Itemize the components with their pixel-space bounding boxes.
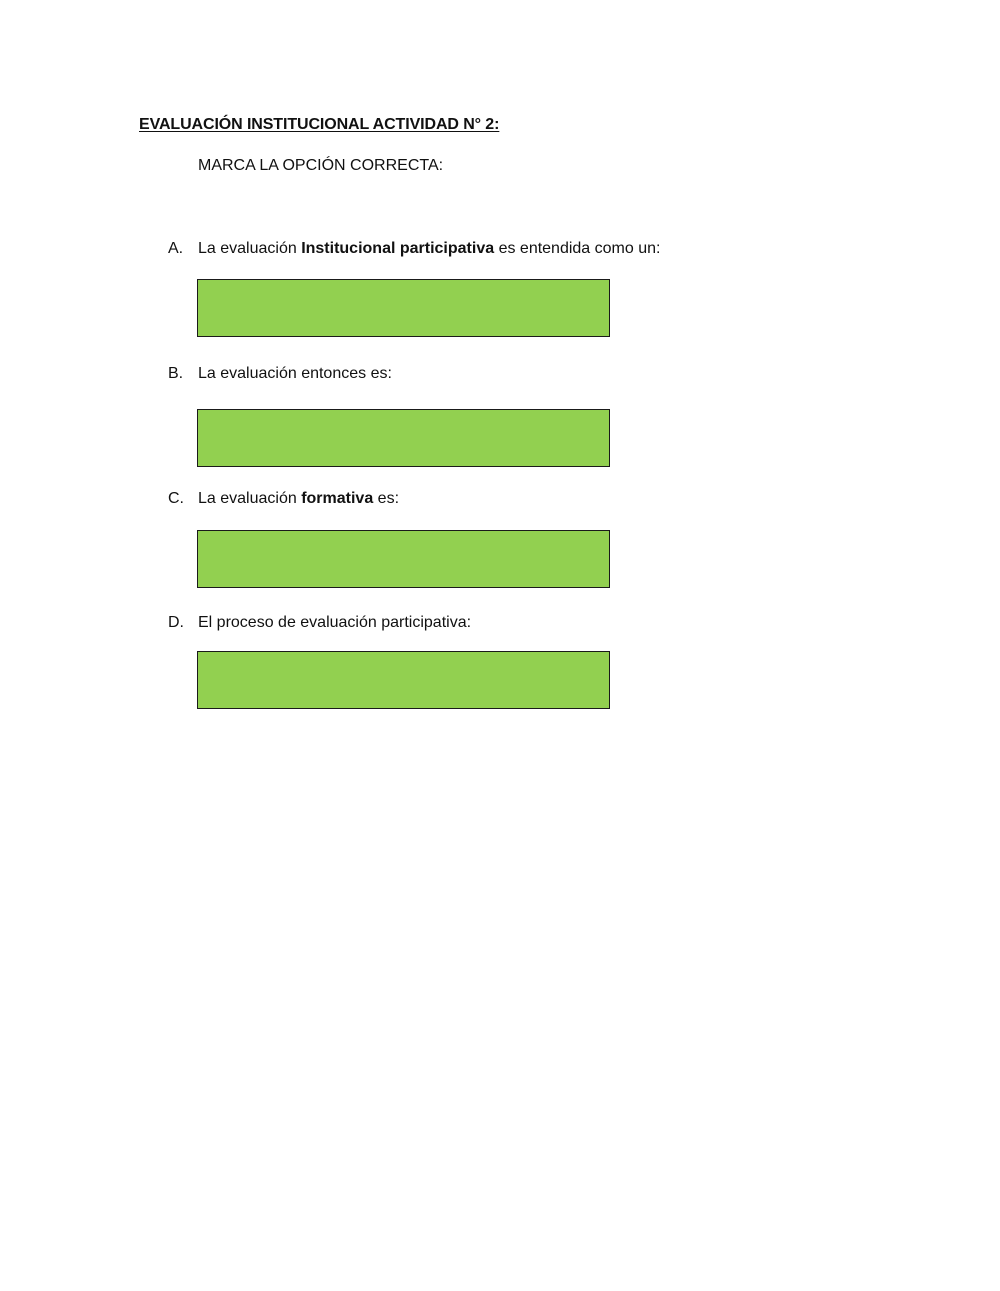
question-letter: B.	[168, 365, 184, 382]
page-title: EVALUACIÓN INSTITUCIONAL ACTIVIDAD N° 2:	[139, 116, 500, 133]
question-text: La evaluación entonces es:	[198, 365, 392, 382]
answer-dropzone-a[interactable]	[197, 279, 610, 337]
question-bold-text: Institucional participativa	[301, 240, 495, 257]
question-text-end: es entendida como un:	[494, 240, 661, 257]
question-c	[168, 490, 399, 508]
question-letter: A.	[168, 240, 184, 257]
question-a	[168, 240, 660, 258]
question-text: El proceso de evaluación participativa:	[198, 614, 472, 631]
question-text: La evaluación	[198, 490, 302, 507]
question-d	[168, 614, 471, 632]
question-text-end: es:	[373, 490, 400, 507]
question-letter: D.	[168, 614, 184, 631]
question-bold-text: formativa	[301, 490, 374, 507]
answer-dropzone-d[interactable]	[197, 651, 610, 709]
question-letter: C.	[168, 490, 184, 507]
answer-dropzone-b[interactable]	[197, 409, 610, 467]
question-b	[168, 365, 392, 383]
answer-dropzone-c[interactable]	[197, 530, 610, 588]
question-text: La evaluación	[198, 240, 302, 257]
instruction-text: MARCA LA OPCIÓN CORRECTA:	[198, 157, 444, 174]
